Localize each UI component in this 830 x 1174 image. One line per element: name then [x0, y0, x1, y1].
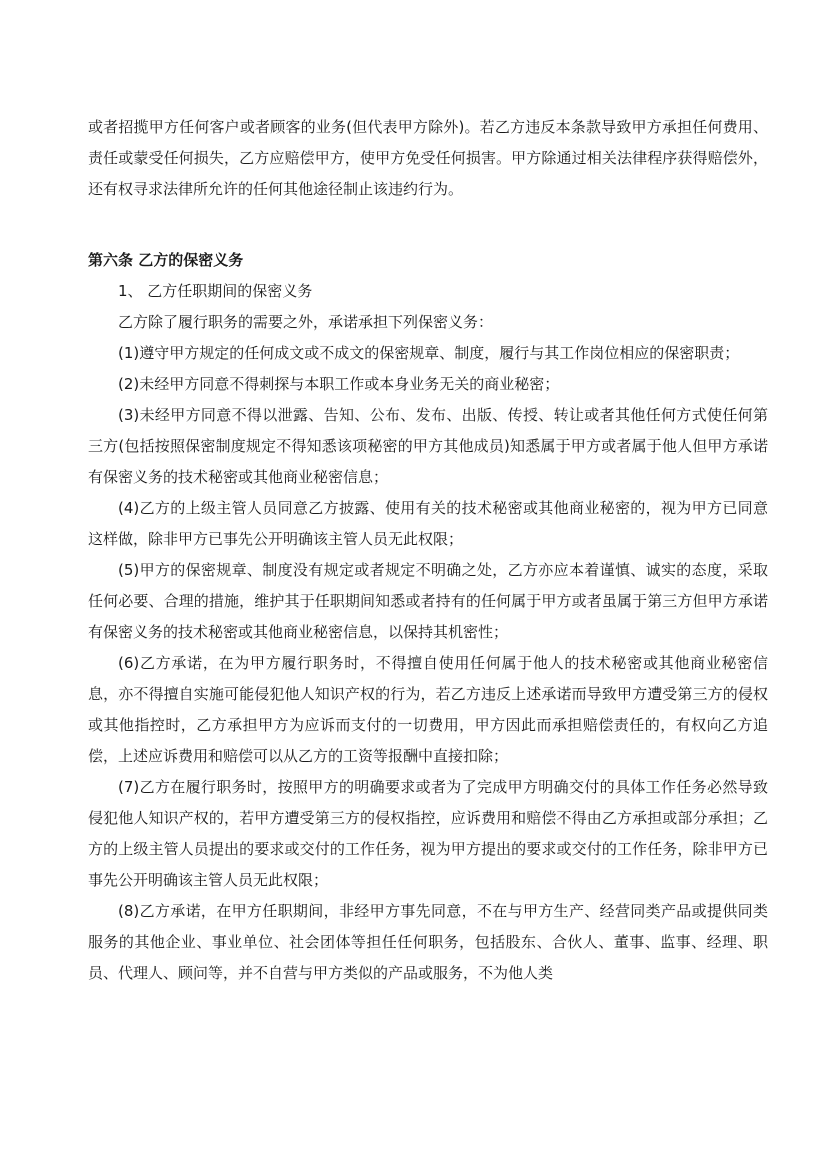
intro-paragraph: 或者招揽甲方任何客户或者顾客的业务(但代表甲方除外)。若乙方违反本条款导致甲方承担任何费用、责任或蒙受任何损失，乙方应赔偿甲方，使甲方免受任何损害。甲方除通过相关法律程序获得赔偿外，还有权寻求法律所允许的任何其他途径制止该违约行为。 — [88, 118, 768, 198]
watermark: ​ — [369, 339, 431, 426]
clause-item-7: (7)乙方在履行职务时，按照甲方的明确要求或者为了完成甲方明确交付的具体工作任务必然导致侵犯他人知识产权的，若甲方遭受第三方的侵权指控，应诉费用和赔偿不得由乙方承担或部分承担；乙方的上级主管人员提出的要求或交付的工作任务，视为甲方提出的要求或交付的工作任务，除非甲方已事先公开明确该主管人员无此权限； — [88, 778, 768, 889]
intro-block — [88, 112, 768, 205]
section-heading: 第六条 乙方的保密义务 — [88, 251, 244, 269]
section-body — [88, 276, 768, 989]
clause-item-3: (3)未经甲方同意不得以泄露、告知、公布、发布、出版、传授、转让或者其他任何方式使任何第三方(包括按照保密制度规定不得知悉该项秘密的甲方其他成员)知悉属于甲方或者属于他人但甲方承诺有保密义务的技术秘密或其他商业秘密信息； — [88, 406, 768, 486]
clause-item-5: (5)甲方的保密规章、制度没有规定或者规定不明确之处，乙方亦应本着谨慎、诚实的态度，采取任何必要、合理的措施，维护其于任职期间知悉或者持有的任何属于甲方或者虽属于第三方但甲方承诺有保密义务的技术秘密或其他商业秘密信息，以保持其机密性； — [88, 561, 768, 641]
lead-in-paragraph: 乙方除了履行职务的需要之外，承诺承担下列保密义务： — [118, 313, 494, 331]
subsection-title: 1、 乙方任职期间的保密义务 — [118, 282, 313, 300]
clause-item-2: (2)未经甲方同意不得刺探与本职工作或本身业务无关的商业秘密； — [118, 375, 560, 393]
clause-item-6: (6)乙方承诺，在为甲方履行职务时，不得擅自使用任何属于他人的技术秘密或其他商业秘密信息，亦不得擅自实施可能侵犯他人知识产权的行为，若乙方违反上述承诺而导致甲方遭受第三方的侵权或其他指控时，乙方承担甲方为应诉而支付的一切费用，甲方因此而承担赔偿责任的，有权向乙方追偿，上述应诉费用和赔偿可以从乙方的工资等报酬中直接扣除； — [88, 654, 768, 765]
clause-item-4: (4)乙方的上级主管人员同意乙方披露、使用有关的技术秘密或其他商业秘密的，视为甲方已同意这样做，除非甲方已事先公开明确该主管人员无此权限； — [88, 499, 768, 548]
clause-item-1: (1)遵守甲方规定的任何成文或不成文的保密规章、制度，履行与其工作岗位相应的保密职责； — [118, 344, 740, 362]
clause-item-8: (8)乙方承诺，在甲方任职期间，非经甲方事先同意，不在与甲方生产、经营同类产品或提供同类服务的其他企业、事业单位、社会团体等担任任何职务，包括股东、合伙人、董事、监事、经理、职员、代理人、顾问等，并不自营与甲方类似的产品或服务，不为他人类 — [88, 902, 768, 982]
